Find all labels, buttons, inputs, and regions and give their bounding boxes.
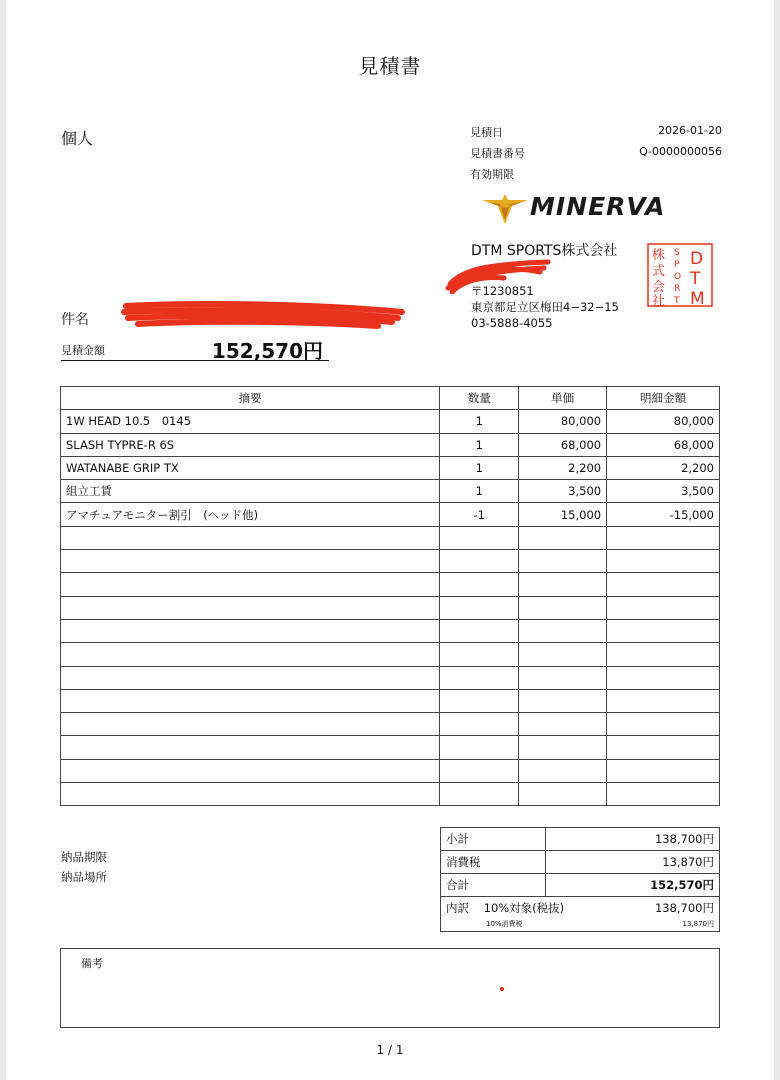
item-description <box>61 759 440 782</box>
redaction-mark <box>118 298 408 332</box>
item-amount <box>607 783 720 806</box>
table-row <box>61 480 720 503</box>
svg-text:株: 株 <box>652 248 666 263</box>
item-unit-price <box>519 596 607 619</box>
quote-page <box>6 0 774 1080</box>
col-header-unit-price: 単価 <box>519 387 607 410</box>
svg-text:P: P <box>674 260 680 270</box>
svg-text:S: S <box>674 248 680 258</box>
svg-text:T: T <box>690 269 701 289</box>
col-header-quantity: 数量 <box>440 387 519 410</box>
meta-row-expiry <box>470 166 722 187</box>
item-description <box>61 783 440 806</box>
item-description <box>61 526 440 549</box>
document-title: 見積書 <box>358 54 422 78</box>
item-unit-price <box>519 783 607 806</box>
breakdown-target: 10%対象(税抜) <box>483 901 565 915</box>
subtotal-value: 138,700円 <box>546 828 720 851</box>
svg-text:T: T <box>674 296 680 306</box>
item-unit-price <box>519 619 607 642</box>
table-row <box>61 433 720 456</box>
table-row <box>61 410 720 433</box>
minerva-wing-icon <box>482 194 528 224</box>
tax-label: 消費税 <box>441 851 546 874</box>
item-amount <box>607 736 720 759</box>
table-header-row <box>61 387 720 410</box>
item-amount: 68,000 <box>607 433 720 456</box>
table-row <box>61 736 720 759</box>
item-quantity: -1 <box>440 503 519 526</box>
delivery-deadline-label: 納品期限 <box>61 850 107 864</box>
red-dot-mark <box>500 987 504 991</box>
item-amount <box>607 596 720 619</box>
item-quantity <box>440 619 519 642</box>
svg-text:O: O <box>674 272 682 282</box>
item-quantity: 1 <box>440 433 519 456</box>
meta-row-number <box>470 145 722 166</box>
breakdown-cell <box>441 897 720 932</box>
amount-value: 152,570円 <box>211 339 323 363</box>
item-amount <box>607 643 720 666</box>
item-description <box>61 550 440 573</box>
table-row <box>61 783 720 806</box>
item-description <box>61 596 440 619</box>
item-description <box>61 713 440 736</box>
meta-label: 見積日 <box>470 126 503 139</box>
recipient-name: 個人 <box>61 129 94 148</box>
table-row <box>61 689 720 712</box>
logo-wordmark: MINERVA <box>530 192 666 221</box>
item-amount <box>607 526 720 549</box>
company-address <box>471 283 619 331</box>
item-quantity <box>440 666 519 689</box>
item-description <box>61 643 440 666</box>
total-value: 152,570円 <box>546 874 720 897</box>
svg-text:R: R <box>674 284 681 294</box>
table-row <box>61 619 720 642</box>
item-description <box>61 666 440 689</box>
total-label: 合計 <box>441 874 546 897</box>
breakdown-tax-label: 10%消費税 <box>486 920 523 928</box>
item-quantity <box>440 759 519 782</box>
item-quantity <box>440 783 519 806</box>
tax-row <box>441 851 720 874</box>
table-row <box>61 456 720 479</box>
item-description <box>61 573 440 596</box>
col-header-description: 摘要 <box>61 387 440 410</box>
item-quantity: 1 <box>440 480 519 503</box>
page-indicator: 1 / 1 <box>376 1043 404 1057</box>
item-amount: 80,000 <box>607 410 720 433</box>
phone-number: 03-5888-4055 <box>471 316 553 330</box>
item-unit-price: 2,200 <box>519 456 607 479</box>
delivery-place-label: 納品場所 <box>61 870 107 884</box>
table-row <box>61 550 720 573</box>
svg-text:式: 式 <box>652 264 666 279</box>
item-unit-price <box>519 736 607 759</box>
item-amount <box>607 573 720 596</box>
item-description: 組立工賃 <box>61 480 440 503</box>
line-items-table <box>60 386 720 806</box>
svg-text:D: D <box>690 249 704 269</box>
item-unit-price <box>519 573 607 596</box>
item-amount <box>607 689 720 712</box>
item-amount: 3,500 <box>607 480 720 503</box>
meta-row-date <box>470 124 722 145</box>
tax-value: 13,870円 <box>546 851 720 874</box>
table-row <box>61 526 720 549</box>
meta-label: 見積書番号 <box>470 147 525 160</box>
item-unit-price <box>519 550 607 573</box>
item-quantity <box>440 713 519 736</box>
meta-label: 有効期限 <box>470 168 514 181</box>
item-amount <box>607 619 720 642</box>
item-unit-price: 3,500 <box>519 480 607 503</box>
item-description: 1W HEAD 10.5 0145 <box>61 410 440 433</box>
item-description <box>61 689 440 712</box>
item-unit-price <box>519 713 607 736</box>
item-description <box>61 619 440 642</box>
amount-label: 見積金額 <box>61 344 105 357</box>
item-quantity <box>440 573 519 596</box>
street-address: 東京都足立区梅田4−32−15 <box>471 300 619 314</box>
item-quantity <box>440 550 519 573</box>
item-unit-price <box>519 643 607 666</box>
item-unit-price <box>519 759 607 782</box>
subject-label: 件名 <box>61 312 89 328</box>
item-amount: 2,200 <box>607 456 720 479</box>
item-unit-price: 68,000 <box>519 433 607 456</box>
total-row <box>441 874 720 897</box>
table-row <box>61 759 720 782</box>
svg-text:会: 会 <box>652 280 666 295</box>
col-header-amount: 明細金額 <box>607 387 720 410</box>
table-row <box>61 573 720 596</box>
item-unit-price <box>519 689 607 712</box>
breakdown-value: 138,700円 <box>654 901 714 915</box>
breakdown-row <box>441 897 720 932</box>
item-unit-price: 80,000 <box>519 410 607 433</box>
item-quantity <box>440 643 519 666</box>
breakdown-tax-value: 13,870円 <box>682 920 714 928</box>
item-description: アマチュアモニター割引 (ヘッド他) <box>61 503 440 526</box>
company-name: DTM SPORTS株式会社 <box>471 243 618 259</box>
item-unit-price <box>519 666 607 689</box>
table-row <box>61 596 720 619</box>
item-amount <box>607 713 720 736</box>
item-amount: -15,000 <box>607 503 720 526</box>
remarks-label: 備考 <box>81 957 103 970</box>
item-quantity <box>440 736 519 759</box>
svg-text:社: 社 <box>652 294 666 308</box>
svg-text:M: M <box>690 289 705 308</box>
breakdown-label: 内訳 <box>446 901 469 915</box>
company-logo <box>482 192 718 226</box>
quote-amount <box>61 335 329 361</box>
subtotal-row <box>441 828 720 851</box>
meta-value: 2026-01-20 <box>658 124 722 137</box>
table-row <box>61 643 720 666</box>
item-quantity <box>440 596 519 619</box>
table-row <box>61 713 720 736</box>
meta-value: Q-0000000056 <box>639 145 722 158</box>
table-row <box>61 666 720 689</box>
item-quantity: 1 <box>440 410 519 433</box>
table-row <box>61 503 720 526</box>
item-description: SLASH TYPRE-R 6S <box>61 433 440 456</box>
item-description <box>61 736 440 759</box>
totals-table <box>440 827 720 932</box>
item-amount <box>607 666 720 689</box>
item-description: WATANABE GRIP TX <box>61 456 440 479</box>
item-amount <box>607 550 720 573</box>
subtotal-label: 小計 <box>441 828 546 851</box>
remarks-box <box>60 948 720 1028</box>
company-seal-stamp <box>646 242 714 308</box>
item-unit-price: 15,000 <box>519 503 607 526</box>
item-unit-price <box>519 526 607 549</box>
quote-meta <box>470 124 722 187</box>
delivery-info <box>61 847 107 887</box>
item-quantity: 1 <box>440 456 519 479</box>
item-quantity <box>440 689 519 712</box>
item-quantity <box>440 526 519 549</box>
postal-code: 〒1230851 <box>471 284 534 298</box>
item-amount <box>607 759 720 782</box>
